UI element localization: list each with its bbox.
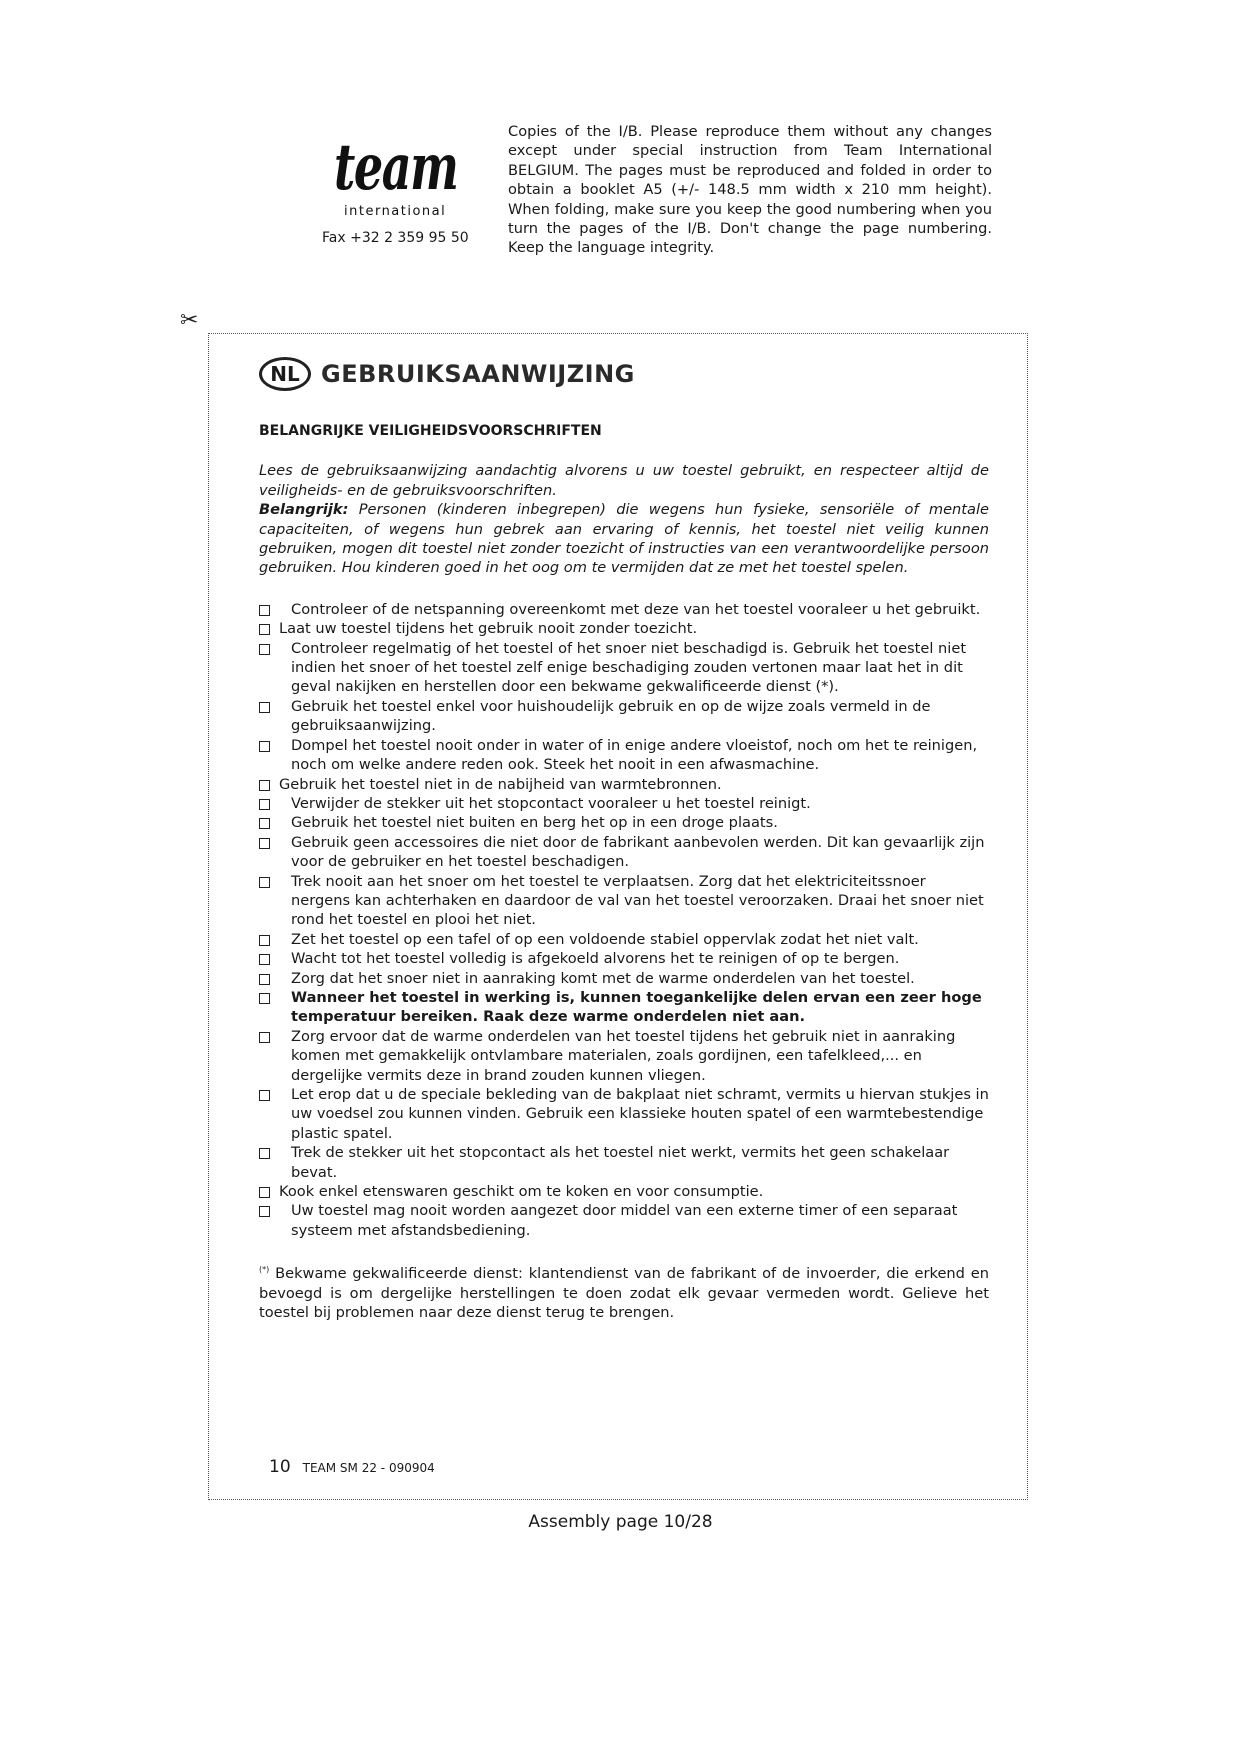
important-label: Belangrijk: xyxy=(259,501,349,519)
list-item xyxy=(259,1143,989,1182)
checkbox-icon xyxy=(259,974,270,985)
list-item-text: Let erop dat u de speciale bekleding van de bakplaat niet schramt, vermits u hiervan stukjes in uw voedsel zou kunnen vinden. Gebruik een klassieke houten spatel of een warmtebestendige plastic spatel. xyxy=(291,1086,989,1142)
checkbox-icon xyxy=(259,1032,270,1043)
list-item-text: Zorg dat het snoer niet in aanraking komt met de warme onderdelen van het toestel. xyxy=(291,969,915,987)
footnote xyxy=(259,1260,989,1322)
checkbox-icon xyxy=(259,799,270,810)
header xyxy=(300,108,1000,268)
list-item xyxy=(259,833,989,872)
checkbox-icon xyxy=(259,1148,270,1159)
page-number: 10 xyxy=(269,1457,291,1477)
list-item xyxy=(259,930,989,949)
checkbox-icon xyxy=(259,818,270,829)
list-item xyxy=(259,1182,989,1201)
list-item-text: Uw toestel mag nooit worden aangezet door middel van een externe timer of een separaat systeem met afstandsbediening. xyxy=(291,1202,958,1239)
list-item-text: Kook enkel etenswaren geschikt om te koken en voor consumptie. xyxy=(279,1183,764,1201)
scissors-icon: ✂ xyxy=(180,308,199,333)
list-item-text: Laat uw toestel tijdens het gebruik nooit zonder toezicht. xyxy=(279,620,698,638)
checkbox-icon xyxy=(259,741,270,752)
list-item-text: Trek de stekker uit het stopcontact als het toestel niet werkt, vermits het geen schakelaar bevat. xyxy=(291,1144,950,1181)
document-code: TEAM SM 22 - 090904 xyxy=(302,1461,435,1475)
list-item xyxy=(259,1085,989,1143)
checkbox-icon xyxy=(259,605,270,616)
important-text: Personen (kinderen inbegrepen) die wegens hun fysieke, sensoriële of mentale capaciteiten, of wegens hun gebrek aan ervaring of kennis, het toestel niet veilig kunnen gebruiken, mogen dit toestel niet zonder toezicht of instructies van een verantwoordelijke persoon gebruiken. Hou kinderen goed in het oog om te vermijden dat ze met het toestel spelen. xyxy=(259,501,989,577)
team-logo xyxy=(314,120,458,230)
list-item xyxy=(259,872,989,930)
checkbox-icon xyxy=(259,644,270,655)
list-item xyxy=(259,775,989,794)
footnote-mark: (*) xyxy=(259,1265,270,1275)
content xyxy=(259,422,989,1322)
list-item xyxy=(259,988,989,1027)
footnote-text: Bekwame gekwalificeerde dienst: klantendienst van de fabrikant of de invoerder, die erkend en bevoegd is om dergelijke herstellingen te doen zodat elk gevaar vermeden wordt. Gelieve het toestel bij problemen naar deze dienst terug te brengen. xyxy=(259,1265,989,1321)
list-item-text: Gebruik geen accessoires die niet door de fabrikant aanbevolen werden. Dit kan gevaarlijk zijn voor de gebruiker en het toestel beschadigen. xyxy=(291,833,985,871)
list-item-text: Gebruik het toestel niet buiten en berg het op in een droge plaats. xyxy=(291,814,778,832)
list-item xyxy=(259,736,989,775)
list-item xyxy=(259,949,989,968)
safety-list xyxy=(259,600,989,1240)
logo-subtext: international xyxy=(344,204,447,219)
list-item-text: Trek nooit aan het snoer om het toestel te verplaatsen. Zorg dat het elektriciteitssnoer nergens kan achterhaken en daardoor de val van het toestel veroorzaken. Draai het snoer niet rond het toestel en plooi het niet. xyxy=(291,872,984,929)
list-item-text: Dompel het toestel nooit onder in water of in enige andere vloeistof, noch om het te reinigen, noch om welke andere reden ook. Steek het nooit in een afwasmachine. xyxy=(291,736,978,774)
list-item-text: Controleer of de netspanning overeenkomt met deze van het toestel vooraleer u het gebruikt. xyxy=(291,600,981,618)
important-paragraph xyxy=(259,500,989,578)
checkbox-icon xyxy=(259,1206,270,1217)
list-item xyxy=(259,639,989,697)
list-item xyxy=(259,619,989,638)
language-badge: NL xyxy=(259,357,311,391)
checkbox-icon xyxy=(259,780,270,791)
list-item-text: Controleer regelmatig of het toestel of het snoer niet beschadigd is. Gebruik het toestel niet indien het snoer of het toestel zelf enige beschadiging zouden vertonen maar laat het in dit geval nakijken en herstellen door een bekwame gekwalificeerde dienst (*). xyxy=(291,639,967,696)
list-item xyxy=(259,600,989,619)
list-item-text: Zorg ervoor dat de warme onderdelen van het toestel tijdens het gebruik niet in aanraking komen met gemakkelijk ontvlambare materialen, zoals gordijnen, een tafelkleed,... en dergelijke vermits deze in brand zouden kunnen vliegen. xyxy=(291,1027,956,1084)
checkbox-icon xyxy=(259,838,270,849)
manual-page xyxy=(208,333,1028,1500)
reproduction-instructions: Copies of the I/B. Please reproduce them without any changes except under special instruction from Team International BELGIUM. The pages must be reproduced and folded in order to obtain a booklet A5 (+/- 148.5 mm width x 210 mm height). When folding, make sure you keep the good numbering when you turn the pages of the I/B. Don't change the page numbering. Keep the language integrity. xyxy=(508,123,992,257)
checkbox-icon xyxy=(259,935,270,946)
logo-wordmark: team xyxy=(334,130,458,205)
checkbox-icon xyxy=(259,1187,270,1198)
title-row xyxy=(259,354,635,394)
intro xyxy=(259,461,989,577)
checkbox-icon xyxy=(259,1090,270,1101)
page-title: GEBRUIKSAANWIJZING xyxy=(321,360,635,388)
checkbox-icon xyxy=(259,877,270,888)
intro-text: Lees de gebruiksaanwijzing aandachtig alvorens u uw toestel gebruikt, en respecteer altijd de veiligheids- en de gebruiksvoorschriften. xyxy=(259,462,989,499)
list-item xyxy=(259,813,989,832)
list-item-text: Gebruik het toestel enkel voor huishoudelijk gebruik en op de wijze zoals vermeld in de gebruiksaanwijzing. xyxy=(291,697,931,735)
list-item xyxy=(259,969,989,988)
list-item-text: Zet het toestel op een tafel of op een voldoende stabiel oppervlak zodat het niet valt. xyxy=(291,930,919,948)
page-footer xyxy=(269,1457,435,1477)
section-title: BELANGRIJKE VEILIGHEIDSVOORSCHRIFTEN xyxy=(259,423,602,439)
list-item-text: Gebruik het toestel niet in de nabijheid van warmtebronnen. xyxy=(279,775,722,793)
list-item-text: Wanneer het toestel in werking is, kunnen toegankelijke delen ervan een zeer hoge temperatuur bereiken. Raak deze warme onderdelen niet aan. xyxy=(291,988,982,1026)
list-item xyxy=(259,1201,989,1240)
checkbox-icon xyxy=(259,954,270,965)
list-item xyxy=(259,697,989,736)
list-item-text: Verwijder de stekker uit het stopcontact vooraleer u het toestel reinigt. xyxy=(291,794,811,812)
fax-number: Fax +32 2 359 95 50 xyxy=(322,230,469,246)
list-item xyxy=(259,794,989,813)
checkbox-icon xyxy=(259,993,270,1004)
checkbox-icon xyxy=(259,624,270,635)
checkbox-icon xyxy=(259,702,270,713)
assembly-page-label: Assembly page 10/28 xyxy=(528,1512,713,1532)
list-item xyxy=(259,1027,989,1085)
list-item-text: Wacht tot het toestel volledig is afgekoeld alvorens het te reinigen of op te bergen. xyxy=(291,950,900,968)
